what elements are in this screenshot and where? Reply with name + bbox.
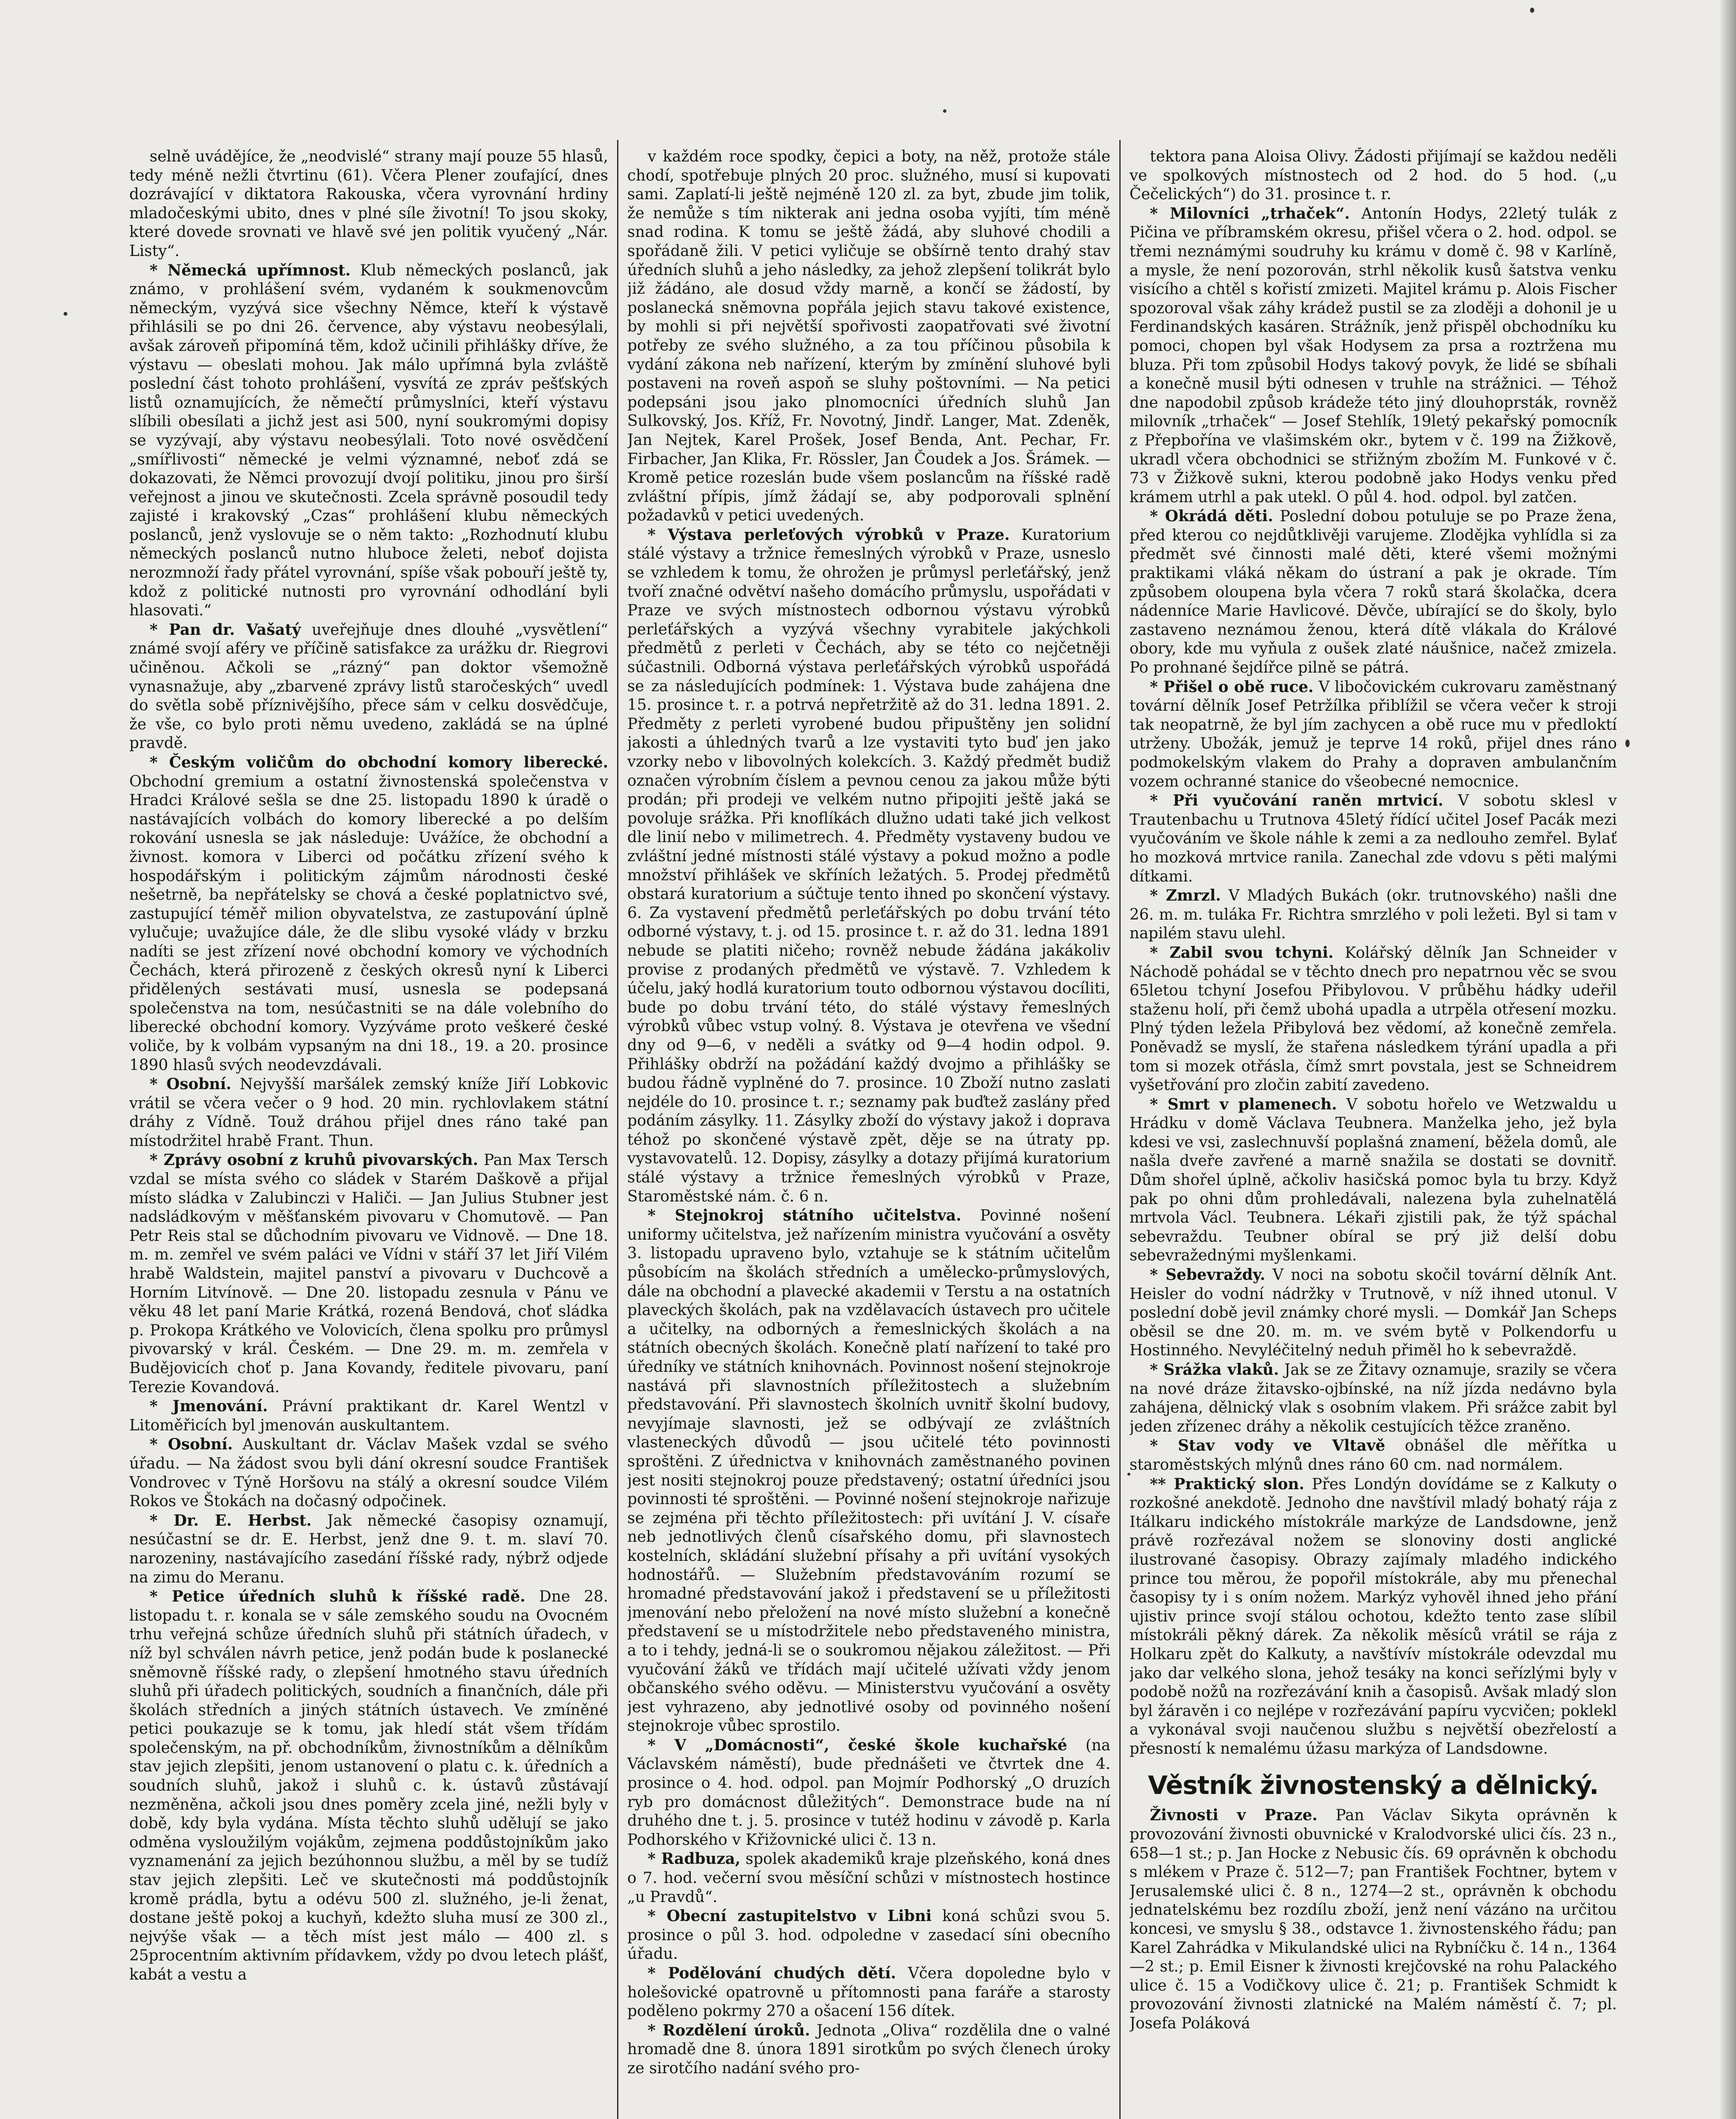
article-heading: * Přišel o obě ruce. <box>1150 678 1314 696</box>
article-text: Dne 28. listopadu t. r. konala se v sále zemského soudu na Ovocném trhu veřejná schůze úředních sluhů při státních úřadech, v níž byl schválen návrh petice, jenž podán bude k poslanecké sněmovně říšské rady, o zlepšení hmotného stavu úředních sluhů při úřadech politických, soudních a finančních, dále při školách středních a jiných státních ústavech. Ve zmíněné petici poukazuje se k tomu, jak hledí stát všem třídám společenským, na př. obchodníkům, živnostníkům a dělníkům stav jejich zlepšiti, jenom ustanovení o platu c. k. úředních a soudních sluhů, jakož i sluhů c. k. ústavů zůstávají nezměněna, ačkoli jsou dnes poměry zcela jiné, nežli byly v době, kdy byla vydána. Místa těchto sluhů udělují se jako odměna vysloužilým vojákům, zejmena poddůstojníkům jako vyznamenání za jejich bezúhonnou službu, a měl by se tudíž stav jejich zlepšiti. Leč ve skutečnosti má poddůstojník kromě prádla, bytu a odévu 500 zl. služného, je-li ženat, dostane ještě pokoj a kuchyň, kdežto sluha musí ze 300 zl., nejvýše však — a těch míst jest málo — 400 zl. s 25procentním aktivním přídavkem, vždy po dvou letech plášť, kabát a vestu a <box>129 1588 608 1983</box>
article-text: v každém roce spodky, čepici a boty, na něž, protože stále chodí, spotřebuje plných 20 proc. služného, musí si kupovati sami. Zaplatí-li ještě nejméně 120 zl. za byt, zbude jim tolik, že nemůže s tím nikterak ani jedna osoba vyjíti, tím méně snad rodina. K tomu se ještě žádá, aby sluhové chodili a spořádaně žili. V petici vyličuje se obšírně tento drahý stav úředních sluhů a jeho následky, za jehož zlepšení tolikrát bylo již žádáno, ale dosud vždy marně, a končí se žádostí, by poslanecká sněmovna popřála jejich stavu takové existence, by mohli si při největší spořivosti zaopatřovati své životní potřeby ze svého služného, a za tou příčinou působila k vydání zákona neb nařízení, kterým by zmínění sluhové byli postaveni na roveň aspoň se sluhy poštovními. — Na petici podepsáni jsou jako plnomocníci úředních sluhů Jan Sulkovský, Jos. Kříž, Fr. Novotný, Jindř. Langer, Mat. Zdeněk, Jan Nejtek, Karel Prošek, Josef Benda, Ant. Pechar, Fr. Firbacher, Jan Klika, Fr. Rössler, Jan Čoudek a Jos. Šrámek. — Kromě petice rozeslán bude všem poslancům na říšské radě zvláštní přípis, jímž žádají se, aby podporovali splnění požadavků v petici uvedených. <box>627 148 1110 525</box>
article-paragraph <box>1130 791 1617 886</box>
article-heading: * Osobní. <box>150 1075 231 1093</box>
print-speck <box>943 109 946 113</box>
article-heading: * Srážka vlaků. <box>1150 1361 1279 1379</box>
article-paragraph <box>1130 1265 1617 1360</box>
article-paragraph <box>1130 678 1617 792</box>
text-column-3 <box>1130 147 1617 2119</box>
article-text: Auskultant dr. Václav Mašek vzdal se svého úřadu. — Na žádost svou byli dání okresní soudce František Vondrovec v Týně Horšovu na stálý a okresní soudce Vilém Rokos ve Štokách na dočasný odpočinek. <box>129 1436 608 1510</box>
article-text: V libočovickém cukrovaru zaměstnaný tovární dělník Josef Petržílka přiblížil se včera večer k stroji tak neopatrně, že byl jím zachycen a obě ruce mu v předloktí utrženy. Ubožák, jemuž je teprve 14 roků, přijel dnes ráno podmokelským vlakem do Prahy a dopraven ambulančním vozem ochranné stanice do všeobecné nemocnice. <box>1130 678 1617 790</box>
article-heading: * Výstava perleťových výrobků v Praze. <box>648 526 1010 544</box>
article-text: V sobotu hořelo ve Wetzwaldu u Hrádku v domě Václava Teubnera. Manželka jeho, jež byla kdesi ve vsi, zaslechnuvší poplašná znamení, běžela domů, ale našla dveře zavřené a marně snažila se dostati se dovnitř. Dům shořel úplně, ačkoliv hasičská pomoc byla tu brzy. Když pak po ohni dům prohledávali, nalezena byla zuhelnatělá mrtvola Václ. Teubnera. Lékaři zjistili pak, že týž spáchal sebevraždu. Teubner obíral se prý již delší dobu sebevražednými myšlenkami. <box>1130 1096 1617 1265</box>
article-heading: * Petice úředních sluhů k říšské radě. <box>150 1588 526 1606</box>
article-heading: * Okrádá děti. <box>1150 507 1273 526</box>
article-text: Klub německých poslanců, jak známo, v prohlášení svém, vydaném k soukmenovcům německým, vyzývá sice všechny Němce, kteří k výstavě přihlásili se po dni 26. července, aby výstavu neobesýlali, avšak zároveň připomíná těm, kdož učinili přihlášky dříve, že výstavu — obeslati mohou. Jak málo upřímná byla zvláště poslední část tohoto prohlášení, vysvítá ze zpráv pešťských listů oznamujících, že němečtí průmyslníci, kteří výstavu slíbili obesílati a jichž jest asi 500, nyní soukromými dopisy se vyzývají, aby výstavu neobesýlali. Toto nové osvědčení „smířlivosti“ německé je velmi významné, neboť zdá se dokazovati, že Němci provozují dvojí politiku, jinou pro širší veřejnost a jinou ve skutečnosti. Zcela správně posoudil tedy zajisté i krakovský „Czas“ prohlášení klubu německých poslanců, jenž vyslovuje se o něm takto: „Rozhodnutí klubu německých poslanců nutno hluboce želeti, neboť dojista nerozmnoží řady přátel vyrovnání, spíše však pobouří ještě ty, kdož z politické nutnosti pro vyrovnání odhodlání byli hlasovati.“ <box>129 261 608 620</box>
article-text: Jak německé časopisy oznamují, nesúčastní se dr. E. Herbst, jenž dne 9. t. m. slaví 70. narozeniny, nastávajícího zasedání říšské rady, nýbrž odjede na zimu do Meranu. <box>129 1512 608 1586</box>
article-text: Poslední dobou potuluje se po Praze žena, před kterou co nejdůtklivěji varujeme. Zlodějka vyhlídla si za předmět své činnosti malé děti, které všemi možnými praktikami vláká někam do ústraní a pak je okrade. Tím způsobem oloupena byla včera 7 roků stará školačka, dcera nádenníce Marie Havlicové. Děvče, ubírající se do školy, bylo zastaveno neznámou ženou, která dítě vlákala do Králové obory, kde mu vyňula z oušek zlaté náušnice, načež zmizela. Po prohnané šejdířce pilně se pátrá. <box>1130 508 1617 677</box>
article-text: Kolářský dělník Jan Schneider v Náchodě pohádal se v těchto dnech pro nepatrnou věc se svou 65letou tchyní Josefou Přibylovou. V průběhu hádky udeřil staženu holí, při čemž ubohá upadla a utrpěla otřesení mozku. Plný týden ležela Přibylová bez vědomí, až konečně zemřela. Poněvadž se myslí, že stařena následkem týrání upadla a při tom si mozek otřásla, čímž smrt povstala, jest se Schneidrem vyšetřování pro zločin zabití zavedeno. <box>1130 944 1617 1094</box>
article-text: V noci na sobotu skočil tovární dělník Ant. Heisler do vodní nádržky v Trutnově, v níž ihned utonul. V poslední době jevil známky choré mysli. — Domkář Jan Scheps oběsil se dne 20. m. m. ve svém bytě v Polkendorfu u Hostinného. Nevyléčitelný neduh přiměl ho k sebevraždě. <box>1130 1266 1617 1360</box>
print-speck <box>64 312 67 316</box>
text-column-2 <box>627 147 1110 2119</box>
article-text: Přes Londýn dovídáme se z Kalkuty o rozkošné anekdotě. Jednoho dne navštívil mladý bohatý rája z Itálkaru indického místokrále markýze de Landsdowne, jenž právě rozřezával nožem se slonoviny dosti anglické ilustrované časopisy. Obrazy zajímaly mladého indického prince tou měrou, že popořil místokrále, aby mu přenechal časopisy ty i s oním nožem. Markýz vyhověl ihned jeho přání ujistiv prince svojí stálou ochotou, kdežto tento zase slíbil místokráli pěkný dárek. Za několik měsíců vrátil se rája z Holkaru zpět do Kalkuty, a navštívív místokrále odevzdal mu jako dar velkého slona, jehož tesáky na konci seřízlými byly v podobě nožů na rozřezávání knih a časopisů. Avšak mladý slon byl žáravěn i co nejlépe v rozřezávání papíru vycvičen; poklekl a vykonával svoji naučenou službu s největší obezřelostí a přesností k nemalému úžasu markýza of Landsdowne. <box>1130 1475 1617 1757</box>
section-heading: Věstník živnostenský a dělnický. <box>1148 1771 1599 1801</box>
article-paragraph <box>1130 886 1617 943</box>
article-paragraph <box>129 261 608 620</box>
article-paragraph <box>129 1511 608 1587</box>
article-text: spolek akademiků kraje plzeňského, koná dnes o 7. hod. večerní svou měsíční schůzi v místnostech hostince „u Pravdů“. <box>627 1850 1110 1906</box>
article-text: V sobotu sklesl v Trautenbachu u Trutnova 45letý řídící učitel Josef Pacák mezi vyučováním ve škole náhle k zemi a za nedlouho zemřel. Bylať ho mozková mrtvice ranila. Zanechal zde vdovu s pěti malými dítkami. <box>1130 792 1617 885</box>
article-heading: * Českým voličům do obchodní komory liberecké. <box>150 754 608 771</box>
article-paragraph <box>627 2021 1110 2078</box>
article-heading: * Jmenování. <box>150 1397 268 1415</box>
article-text: Nejvyšší maršálek zemský kníže Jiří Lobkovic vrátil se včera večer o 9 hod. 20 min. rychlovlakem státní dráhy z Vídně. Touž dráhou přijel dnes ráno také pan místodržitel hrabě Frant. Thun. <box>129 1076 608 1150</box>
article-text: Pan Max Tersch vzdal se místa svého co sládek v Starém Daškově a přijal místo sládka v Zalubinczi v Haliči. — Jan Julius Stubner jest nadsládkovým v měšťanském pivovaru v Chomutově. — Pan Petr Reis stal se důchodním pivovaru ve Vidnově. — Dne 18. m. m. zemřel ve svém paláci ve Vídni v stáří 37 let Jiří Vilém hrabě Waldstein, majitel panství a pivovaru v Duchcově a Horním Litvínově. — Dne 20. listopadu zesnula v Pánu ve věku 48 let paní Marie Krátká, rozená Bendová, choť sládka p. Prokopa Krátkého ve Volovicích, člena spolku pro průmysl pivovarský v král. Českém. — Dne 29. m. m. zemřela v Budějovicích choť p. Jana Kovandy, ředitele pivovaru, paní Terezie Kovandová. <box>129 1151 608 1396</box>
article-heading: * Obecní zastupitelstvo v Libni <box>648 1907 932 1925</box>
article-text: V Mladých Bukách (okr. trutnovského) našli dne 26. m. m. tuláka Fr. Richtra smrzlého v poli ležeti. Byl si tam v napilém stavu ulehl. <box>1130 887 1617 943</box>
article-text: Kuratorium stálé výstavy a tržnice řemeslných výrobků v Praze, usneslo se vzhledem k tomu, že ohrožen je průmysl perleťářský, jenž tvoří značné odvětví našeho domácího průmyslu, uspořádati v Praze ve svých místnostech odbornou výstavu výrobků perleťářských a vyzývá všechny vyrabitele jakýchkoli předmětů z perleti v Čechách, aby se této co nejčetněji súčastnili. Odborná výstava perleťářských výrobků uspořádá se za následujících podmínek: 1. Výstava bude zahájena dne 15. prosince t. r. a potrvá nepřetržitě až do 31. ledna 1891. 2. Předměty z perleti vyrobené budou připuštěny jen solidní jakosti a úhledných tvarů a lze vystaviti tyto buď jen jako vzorky nebo v libovolných kolekcích. 3. Každý předmět budiž označen výrobním číslem a pevnou cenou za jakou může býti prodán; při prodeji ve velkém nutno připojiti ještě jaká se povoluje srážka. Při knoflíkách dlužno udati také jich velkost dle linií nebo v milimetrech. 4. Předměty vystaveny budou ve zvláštní jedné místnosti stálé výstavy a pokud možno a podle množství přihlášek ve skříních ležatých. 5. Prodej předmětů obstará kuratorium a súčtuje tento ihned po skončení výstavy. 6. Za vystavení předmětů perleťářských po dobu trvání této odborné výstavy, t. j. od 15. prosince t. r. až do 31. ledna 1891 nebude se platiti ničeho; rovněž nebude žádána jakákoliv provise z prodaných předmětů ve výstavě. 7. Vzhledem k účelu, jaký hodlá kuratorium touto odbornou výstavou docíliti, bude po dobu trvání této, do stálé výstavy řemeslných výrobků vůbec vstup volný. 8. Výstava je otevřena ve všední dny od 9—6, v neděli a svátky od 9—4 hodin odpol. 9. Přihlášky obdrží na požádání každý dvojmo a přihlášky se budou řádně vyplněné do 7. prosince. 10 Zboží nutno zaslati nejdéle do 10. prosince t. r.; seznamy pak buďtež zaslány před podáním zásylky. 11. Zásylky zboží do výstavy jakož i doprava téhož po skončené výstavě zpět, děje se na útraty pp. vystavovatelů. 12. Dopisy, zásylky a dotazy přijímá kuratorium stálé výstavy a tržnice řemeslných výrobků v Praze, Staroměstské nám. č. 6 n. <box>627 526 1110 1205</box>
article-text: Jak se ze Žitavy oznamuje, srazily se včera na nové dráze žitavsko-ojbínské, na níž jízda nedávno byla zahájena, dělnický vlak s osobním vlakem. Při srážce zabit byl jeden zřízenec dráhy a několik cestujících těžce zraněno. <box>1130 1361 1617 1435</box>
article-text: Obchodní gremium a ostatní živnostenská společenstva v Hradci Králové sešla se dne 25. listopadu 1890 k úradě o nastávajících volbách do komory liberecké a po delším rokování usnesla se jak následuje: Uvážíce, že obchodní a živnost. komora v Liberci od počátku zřízení svého k hospodářským i politickým zájmům národnosti české nešetrně, ba nepřátelsky se chová a české poplatnictvo své, zastupující téměř milion obyvatelstva, ze zastupování úplně vylučuje; uvažujíce dále, že dle slibu vysoké vlády v brzku nadíti se jest zřízení nové obchodní komory ve východních Čechách, která přirozeně z českých okresů nyní k Liberci přidělených sestávati musí, usnesla se podepsaná společenstva na tom, nesúčastniti se na dále volebního do liberecké obchodní komory. Vyzýváme proto veškeré české voliče, by k volbám vypsaným na dni 18., 19. a 20. prosince 1890 hlasů svých neodevzdávali. <box>129 773 608 1074</box>
article-heading: Živnosti v Praze. <box>1150 1806 1318 1824</box>
article-text: koná schůzi svou 5. prosince o půl 3. hod. odpoledne v zasedací síni obecního úřadu. <box>627 1908 1110 1963</box>
article-heading: * Zprávy osobní z kruhů pivovarských. <box>150 1151 479 1169</box>
article-heading: * Sebevraždy. <box>1150 1266 1266 1284</box>
article-paragraph <box>627 1206 1110 1736</box>
article-heading: * Rozdělení úroků. <box>648 2021 810 2039</box>
article-text: Jednota „Oliva“ rozdělila dne o valné hromadě dne 8. února 1891 sirotkům po svých členech úroky ze sirotčího nadání svého pro- <box>627 2022 1110 2077</box>
article-paragraph <box>129 147 608 261</box>
article-paragraph <box>129 1151 608 1397</box>
article-paragraph <box>129 1075 608 1151</box>
article-heading: * Zmrzl. <box>1150 887 1221 905</box>
article-paragraph <box>1130 1360 1617 1436</box>
article-paragraph <box>1130 943 1617 1095</box>
article-paragraph <box>627 147 1110 526</box>
article-heading: * Pan dr. Vašatý <box>150 620 301 639</box>
article-paragraph <box>627 1736 1110 1850</box>
article-heading: * Milovníci „trhaček“. <box>1150 204 1350 222</box>
article-paragraph <box>129 1435 608 1511</box>
article-heading: * Smrt v plamenech. <box>1150 1095 1337 1113</box>
article-text: obnášel dle měřítka u staroměstských mlýnů dnes ráno 60 cm. nad normálem. <box>1130 1437 1617 1474</box>
article-paragraph <box>1130 1475 1617 1759</box>
column-rule <box>1119 140 1121 2119</box>
article-text: Antonín Hodys, 22letý tulák z Pičina ve příbramském okresu, přišel včera o 2. hod. odpol. se třemi neznámými soudruhy ku krámu v domě č. 98 v Karlíně, a mysle, že není pozorován, strhl několik kusů šatstva venku visícího a chtěl s kořistí zmizeti. Majitel krámu p. Alois Fischer spozoroval však záhy krádež pustil se za zloději a dohonil je u Ferdinandských kasáren. Strážník, jenž přispěl obchodníku ku pomoci, chopen byl však Hodysem za prsa a roztržena mu bluza. Při tom způsobil Hodys takový povyk, že lidé se sbíhali a konečně musil býti odnesen v truhle na strážnici. — Téhož dne napodobil způsob krádeže této jiný dlouhoprsták, rovněž milovník „trhaček“ — Josef Stehlík, 19letý pekařský pomocník z Přepbořína ve vlašimském okr., bytem v č. 199 na Žižkově, ukradl včera obchodnici se střižným zbožím M. Funkové v č. 73 v Žižkově sukni, kterou podobně jako Hodys venku před krámem utrhl a pak utekl. O půl 4. hod. odpol. byl zatčen. <box>1130 205 1617 506</box>
article-text: Pan Václav Sikyta oprávněn k provozování živnosti obuvnické v Kralodvorské ulici čís. 23 n., 658—1 st.; p. Jan Hocke z Nebusic čís. 69 oprávněn k obchodu s mlékem v Praze č. 512—7; pan František Fochtner, bytem v Jerusalemské ulici č. 8 n., 1274—2 st., oprávněn k obchodu jednatelskému bez rozdílu zboží, jenž není vázáno na určitou koncesi, ve smyslu § 38., odstavce 1. živnostenského řádu; pan Karel Zahrádka v Mikulandské ulici na Rybníčku č. 14 n., 1364—2 st.; p. Emil Eisner k živnosti krejčovské na rohu Palackého ulice č. 15 a Vodičkovy ulice č. 21; p. František Schmidt k provozování živnosti zlatnické na Malém náměstí č. 7; pl. Josefa Poláková <box>1130 1807 1617 2032</box>
article-heading: ** Praktický slon. <box>1150 1475 1305 1493</box>
article-heading: * Radbuza, <box>648 1850 740 1868</box>
column-rule <box>617 140 618 2119</box>
article-paragraph <box>627 1964 1110 2021</box>
article-heading: * Stav vody ve Vltavě <box>1150 1437 1385 1455</box>
page-edge-shadow <box>1719 0 1736 2119</box>
article-heading: * Zabil svou tchyni. <box>1150 943 1334 962</box>
article-paragraph <box>627 1907 1110 1964</box>
article-text: Právní praktikant dr. Karel Wentzl v Litoměřicích byl jmenován auskultantem. <box>129 1398 608 1434</box>
text-column-1 <box>129 147 608 2119</box>
print-speck <box>1625 740 1630 747</box>
article-paragraph <box>627 526 1110 1206</box>
article-paragraph <box>1130 1436 1617 1474</box>
article-text: Včera dopoledne bylo v holešovické opatrovně u přítomnosti pana faráře a starosty poděleno pokrmy 270 a ošacení 156 dítek. <box>627 1965 1110 2020</box>
article-paragraph <box>1130 147 1617 204</box>
article-paragraph <box>1130 507 1617 677</box>
article-paragraph <box>1130 1806 1617 2033</box>
article-paragraph <box>129 753 608 1075</box>
article-paragraph <box>129 1397 608 1435</box>
article-text: (na Václavském náměstí), bude přednášeti ve čtvrtek dne 4. prosince o 4. hod. odpol. pan Mojmír Podhorský „O druzích ryb pro domácnost důležitých“. Demonstrace bude na ní druhého dne t. j. 5. prosince v tutéž hodinu v závodě p. Karla Podhorského v Křižovnické ulici č. 13 n. <box>627 1736 1110 1849</box>
article-paragraph <box>129 1587 608 1984</box>
article-paragraph <box>1130 1095 1617 1265</box>
article-heading: * Stejnokroj státního učitelstva. <box>648 1207 962 1225</box>
article-heading: * V „Domácnosti“, české škole kuchařské <box>648 1736 1068 1754</box>
article-heading: * Při vyučování raněn mrtvicí. <box>1150 792 1444 810</box>
article-text: tektora pana Aloisa Olivy. Žádosti přijímají se každou neděli ve spolkových místnostech od 2 hod. do 5 hod. („u Čečelických“) do 31. prosince t. r. <box>1130 148 1617 203</box>
article-heading: * Dr. E. Herbst. <box>150 1511 312 1529</box>
article-paragraph <box>1130 204 1617 507</box>
article-paragraph <box>627 1849 1110 1907</box>
article-heading: * Německá upřímnost. <box>150 261 351 279</box>
print-speck <box>1530 8 1534 13</box>
article-text: uveřejňuje dnes dlouhé „vysvětlení“ známé svojí aféry ve příčině satisfakce za urážku dr. Riegrovi učiněnou. Ačkoli se „rázný“ pan doktor všemožně vynasnažuje, aby „zbarvené zprávy listů staročeských“ uvedl do světla sobě příznivějšího, přece sám v celku dosvědčuje, že vše, co bylo proti němu uvedeno, zakládá se na úplné pravdě. <box>129 621 608 752</box>
article-heading: * Podělování chudých dětí. <box>648 1964 896 1982</box>
article-heading: * Osobní. <box>150 1435 233 1454</box>
article-text: Povinné nošení uniformy učitelstva, jež nařízením ministra vyučování a osvěty 3. listopadu upraveno bylo, vztahuje se k státním učitelům působícím na školách středních a umělecko-průmyslových, dále na obchodní a plavecké akademii v Terstu a na ostatních plaveckých školách, pak na vzdělavacích ústavech pro učitele a učitelky, na odborných a řemeslnických školách a na státních obecných školách. Konečně platí nařízení to také pro úředníky ve státních knihovnách. Povinnost nošení stejnokroje nastává při slavnostních příležitostech a služebním představování. Při slavnostech školních uvnitř školní budovy, nevyjímaje slavnosti, jež se odbývají ze zvláštních vlasteneckých důvodů — jsou učitelé této povinnosti sproštěni. Z úřednictva v knihovnách zaměstnaného povinen jest nositi stejnokroj pouze představený; ostatní úředníci jsou povinnosti té sproštěni. — Povinné nošení stejnokroje nařizuje se zejména při těchto příležitostech: při uvítání J. V. císaře neb jednotlivých členů císařského domu, při slavnostech kostelních, skládání služební přísahy a při uvítání vysokých hodnostářů. — Služebním představováním rozumí se hromadné představování jakož i představení se u příležitosti jmenování nebo přeložení na nové místo služební a konečně představení se u místodržitele nebo představeného ministra, a to i tehdy, jedná-li se o soukromou nějakou záležitost. — Při vyučování žáků ve třídách mají učitelé užívati vždy jenom občanského svého oděvu. — Ministerstvu vyučování a osvěty jest vyhrazeno, aby jednotlivé osoby od povinného nošení stejnokroje vůbec sprostilo. <box>627 1207 1110 1735</box>
article-paragraph <box>129 620 608 753</box>
article-text: selně uvádějíce, že „neodvislé“ strany mají pouze 55 hlasů, tedy méně nežli čtvrtinu (61). Včera Plener zoufající, dnes dozrávající v diktatora Rakouska, včera vyrovnání hrdiny mladočeskými ubito, dnes v plné síle životní! To jsou skoky, které dovede srovnati ve hlavě své jen politik vyučený „Nár. Listy“. <box>129 148 608 260</box>
